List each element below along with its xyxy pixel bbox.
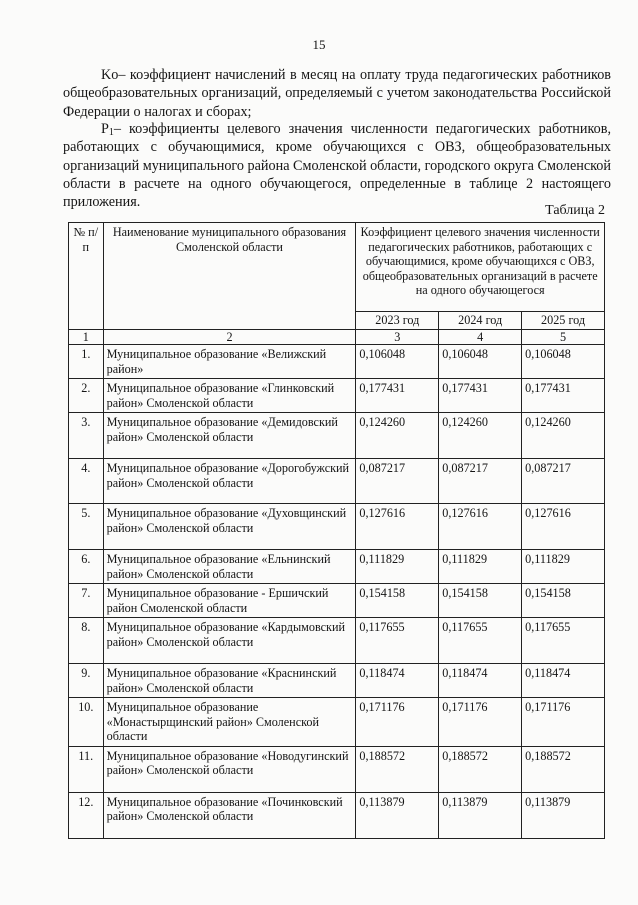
index-2: 2 — [103, 329, 356, 345]
row-name: Муниципальное образование «Починковский район» Смоленской области — [103, 792, 356, 838]
row-value-2025: 0,154158 — [522, 584, 605, 618]
table-row — [69, 345, 605, 379]
table-row — [69, 792, 605, 838]
p1-text: – коэффициенты целевого значения численности педагогических работников, работающих с обучающимися, кроме обучающихся с ОВЗ, общеобразовательных организаций муниципального района Смоленской области, городского округа Смоленской области в расчете на одного обучающегося, определенные в таблице 2 настоящего приложения. — [63, 121, 611, 211]
table-row — [69, 379, 605, 413]
header-year-2023: 2023 год — [356, 312, 439, 330]
paragraph-ko — [63, 66, 611, 121]
row-number: 7. — [69, 584, 104, 618]
index-1: 1 — [69, 329, 104, 345]
row-value-2024: 0,177431 — [439, 379, 522, 413]
row-number: 10. — [69, 698, 104, 747]
index-3: 3 — [356, 329, 439, 345]
row-value-2025: 0,113879 — [522, 792, 605, 838]
row-value-2025: 0,127616 — [522, 504, 605, 550]
row-value-2023: 0,171176 — [356, 698, 439, 747]
row-name: Муниципальное образование «Монастырщинский район» Смоленской области — [103, 698, 356, 747]
row-value-2024: 0,106048 — [439, 345, 522, 379]
row-value-2023: 0,118474 — [356, 664, 439, 698]
p1-subscript: 1 — [108, 127, 114, 138]
table-row — [69, 618, 605, 664]
row-number: 9. — [69, 664, 104, 698]
row-number: 5. — [69, 504, 104, 550]
row-name: Муниципальное образование «Новодугинский район» Смоленской области — [103, 746, 356, 792]
row-number: 11. — [69, 746, 104, 792]
ko-symbol: Ko — [101, 67, 119, 83]
row-value-2025: 0,106048 — [522, 345, 605, 379]
header-num: № п/п — [69, 223, 104, 330]
ko-text: – коэффициент начислений в месяц на оплату труда педагогических работников общеобразовательных организаций, определяемый с учетом законодательства Российской Федерации о налогах и сборах; — [63, 67, 611, 120]
row-number: 4. — [69, 459, 104, 504]
index-5: 5 — [522, 329, 605, 345]
table-row — [69, 698, 605, 747]
row-value-2024: 0,117655 — [439, 618, 522, 664]
row-value-2025: 0,117655 — [522, 618, 605, 664]
row-value-2025: 0,087217 — [522, 459, 605, 504]
table-header-row — [69, 223, 605, 312]
row-value-2024: 0,188572 — [439, 746, 522, 792]
table-caption: Таблица 2 — [545, 203, 605, 218]
row-value-2025: 0,171176 — [522, 698, 605, 747]
row-name: Муниципальное образование «Дорогобужский район» Смоленской области — [103, 459, 356, 504]
row-number: 6. — [69, 550, 104, 584]
row-value-2024: 0,124260 — [439, 413, 522, 459]
index-4: 4 — [439, 329, 522, 345]
row-number: 8. — [69, 618, 104, 664]
row-value-2024: 0,113879 — [439, 792, 522, 838]
row-number: 2. — [69, 379, 104, 413]
table-row — [69, 746, 605, 792]
table-row — [69, 459, 605, 504]
row-value-2025: 0,188572 — [522, 746, 605, 792]
row-name: Муниципальное образование «Глинковский район» Смоленской области — [103, 379, 356, 413]
row-value-2024: 0,111829 — [439, 550, 522, 584]
row-value-2025: 0,124260 — [522, 413, 605, 459]
p1-symbol: P — [101, 121, 109, 137]
row-value-2025: 0,111829 — [522, 550, 605, 584]
row-value-2024: 0,087217 — [439, 459, 522, 504]
table-index-row — [69, 329, 605, 345]
table-row — [69, 413, 605, 459]
page-number: 15 — [312, 37, 326, 52]
header-year-2024: 2024 год — [439, 312, 522, 330]
table-row — [69, 550, 605, 584]
row-value-2025: 0,118474 — [522, 664, 605, 698]
row-name: Муниципальное образование «Ельнинский район» Смоленской области — [103, 550, 356, 584]
row-number: 12. — [69, 792, 104, 838]
paragraph-p1 — [63, 120, 611, 211]
header-year-2025: 2025 год — [522, 312, 605, 330]
row-value-2024: 0,171176 — [439, 698, 522, 747]
row-value-2023: 0,106048 — [356, 345, 439, 379]
table-row — [69, 664, 605, 698]
table-row — [69, 504, 605, 550]
table-row — [69, 584, 605, 618]
header-name: Наименование муниципального образования Смоленской области — [103, 223, 356, 330]
row-number: 1. — [69, 345, 104, 379]
row-name: Муниципальное образование «Велижский район» — [103, 345, 356, 379]
row-value-2024: 0,127616 — [439, 504, 522, 550]
row-value-2023: 0,113879 — [356, 792, 439, 838]
coefficient-table — [68, 222, 605, 839]
row-value-2024: 0,118474 — [439, 664, 522, 698]
row-name: Муниципальное образование «Духовщинский район» Смоленской области — [103, 504, 356, 550]
row-value-2023: 0,124260 — [356, 413, 439, 459]
header-coefficient: Коэффициент целевого значения численности педагогических работников, работающих с обучающимися, кроме обучающихся с ОВЗ, общеобразовательных организаций в расчете на одного обучающегося — [356, 223, 605, 312]
row-value-2023: 0,177431 — [356, 379, 439, 413]
row-value-2023: 0,087217 — [356, 459, 439, 504]
row-number: 3. — [69, 413, 104, 459]
row-value-2023: 0,117655 — [356, 618, 439, 664]
row-name: Муниципальное образование «Кардымовский район» Смоленской области — [103, 618, 356, 664]
row-name: Муниципальное образование - Ершичский район Смоленской области — [103, 584, 356, 618]
row-value-2023: 0,188572 — [356, 746, 439, 792]
row-name: Муниципальное образование «Демидовский район» Смоленской области — [103, 413, 356, 459]
row-value-2023: 0,111829 — [356, 550, 439, 584]
row-value-2023: 0,127616 — [356, 504, 439, 550]
row-value-2024: 0,154158 — [439, 584, 522, 618]
row-name: Муниципальное образование «Краснинский район» Смоленской области — [103, 664, 356, 698]
row-value-2023: 0,154158 — [356, 584, 439, 618]
row-value-2025: 0,177431 — [522, 379, 605, 413]
